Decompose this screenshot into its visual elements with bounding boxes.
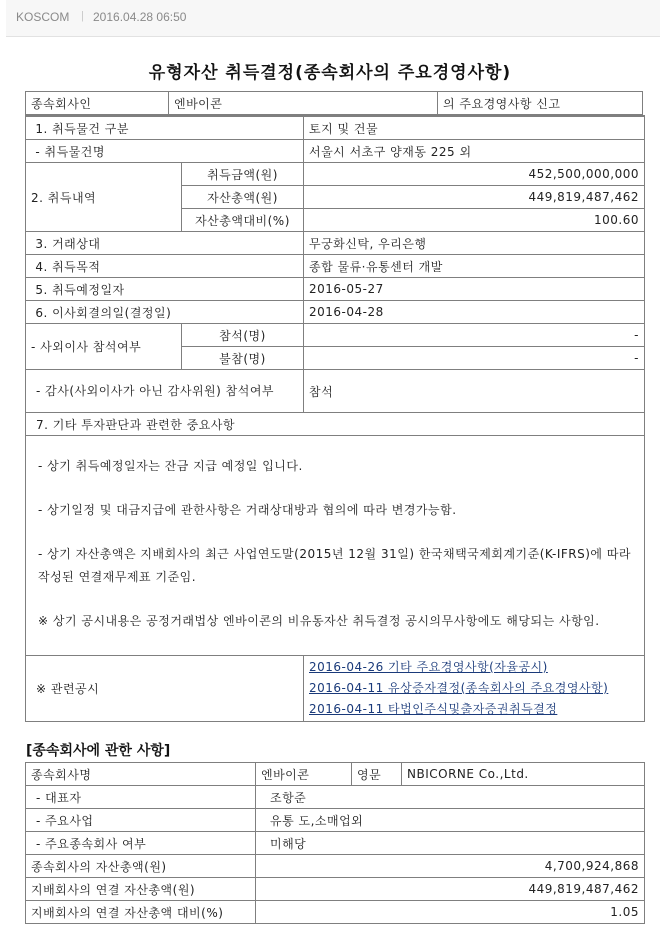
- table-row: [26, 855, 645, 878]
- row-label: 지배회사의 연결 자산총액(원): [26, 878, 256, 901]
- note-item: - 상기 취득예정일자는 잔금 지급 예정일 입니다.: [38, 459, 303, 473]
- table-row: [26, 301, 645, 324]
- row-value: 조항준: [256, 786, 645, 809]
- table-row: [26, 278, 645, 301]
- row-label: - 주요종속회사 여부: [26, 832, 256, 855]
- row-value: 452,500,000,000: [304, 163, 645, 186]
- row-label: 1. 취득물건 구분: [26, 116, 304, 140]
- row-label: 3. 거래상대: [26, 232, 304, 255]
- table-row: [26, 324, 645, 347]
- table-row: [26, 901, 645, 924]
- table-row: [26, 370, 645, 413]
- subsidiary-label: 종속회사인: [26, 92, 169, 115]
- english-value: NBICORNE Co.,Ltd.: [402, 763, 645, 786]
- row-value: 1.05: [256, 901, 645, 924]
- sub-label: 참석(명): [182, 324, 304, 347]
- table-row: [26, 413, 645, 436]
- row-value: 449,819,487,462: [256, 878, 645, 901]
- related-label: ※ 관련공시: [26, 656, 304, 722]
- top-bar: [6, 0, 660, 37]
- notes-cell: [26, 436, 645, 656]
- note-item: - 상기 자산총액은 지배회사의 최근 사업연도말(2015년 12월 31일) 한국채택국제회계기준(K-IFRS)에 따라 작성된 연결재무제표 기준임.: [38, 547, 632, 584]
- row-label: 종속회사의 자산총액(원): [26, 855, 256, 878]
- table-row: [26, 878, 645, 901]
- row-label: 2. 취득내역: [26, 163, 182, 232]
- row-value: -: [304, 324, 645, 347]
- row-label: - 대표자: [26, 786, 256, 809]
- row-label: - 주요사업: [26, 809, 256, 832]
- row-value: 2016-04-28: [304, 301, 645, 324]
- row-value: 종합 물류·유통센터 개발: [304, 255, 645, 278]
- table-row: [26, 116, 645, 140]
- row-value: 서울시 서초구 양재동 225 외: [304, 140, 645, 163]
- row-value: 449,819,487,462: [304, 186, 645, 209]
- subsidiary-company: 엔바이콘: [169, 92, 438, 115]
- subsidiary-header-table: [25, 91, 643, 115]
- related-link[interactable]: 2016-04-11 타법인주식및출자증권취득결정: [309, 702, 558, 716]
- sub-label: 자산총액(원): [182, 186, 304, 209]
- row-value: -: [304, 347, 645, 370]
- related-links: [304, 656, 645, 722]
- related-link[interactable]: 2016-04-11 유상증자결정(종속회사의 주요경영사항): [309, 681, 609, 695]
- row-label: - 감사(사외이사가 아닌 감사위원) 참석여부: [26, 370, 304, 413]
- table-row: [26, 809, 645, 832]
- row-value: 유통 도,소매업외: [256, 809, 645, 832]
- notes-row: [26, 436, 645, 656]
- row-label: 5. 취득예정일자: [26, 278, 304, 301]
- table-row: [26, 140, 645, 163]
- note-item: - 상기일정 및 대금지급에 관한사항은 거래상대방과 협의에 따라 변경가능함.: [38, 503, 457, 517]
- row-label: 지배회사의 연결 자산총액 대비(%): [26, 901, 256, 924]
- table-row: [26, 786, 645, 809]
- row-label: - 취득물건명: [26, 140, 304, 163]
- sub-label: 불참(명): [182, 347, 304, 370]
- row-value: 4,700,924,868: [256, 855, 645, 878]
- row-value: 참석: [304, 370, 645, 413]
- row-value: 100.60: [304, 209, 645, 232]
- table-row: [26, 255, 645, 278]
- subsidiary-suffix: 의 주요경영사항 신고: [438, 92, 643, 115]
- table-row: [26, 763, 645, 786]
- document-title: 유형자산 취득결정(종속회사의 주요경영사항): [148, 63, 512, 83]
- sub-label: 자산총액대비(%): [182, 209, 304, 232]
- row-value: 토지 및 건물: [304, 116, 645, 140]
- row-label: 6. 이사회결의일(결정일): [26, 301, 304, 324]
- sub-label: 취득금액(원): [182, 163, 304, 186]
- row-value: 엔바이콘: [256, 763, 352, 786]
- source-label: KOSCOM: [16, 10, 70, 24]
- related-link[interactable]: 2016-04-26 기타 주요경영사항(자율공시): [309, 660, 548, 674]
- english-label: 영문: [352, 763, 402, 786]
- table-row: [26, 232, 645, 255]
- row-label: 종속회사명: [26, 763, 256, 786]
- row-value: 2016-05-27: [304, 278, 645, 301]
- related-row: [26, 656, 645, 722]
- timestamp: 2016.04.28 06:50: [93, 10, 187, 24]
- section-heading: [종속회사에 관한 사항]: [26, 743, 171, 759]
- disclosure-table: [25, 115, 645, 722]
- row-label: 7. 기타 투자판단과 관련한 중요사항: [26, 413, 645, 436]
- row-label: 4. 취득목적: [26, 255, 304, 278]
- separator: |: [81, 10, 84, 22]
- note-item: ※ 상기 공시내용은 공정거래법상 엔바이콘의 비유동자산 취득결정 공시의무사항에도 해당되는 사항임.: [38, 614, 600, 628]
- table-row: [26, 163, 645, 186]
- row-label: - 사외이사 참석여부: [26, 324, 182, 370]
- table-row: [26, 832, 645, 855]
- subsidiary-table: [25, 762, 645, 924]
- row-value: 무궁화신탁, 우리은행: [304, 232, 645, 255]
- row-value: 미해당: [256, 832, 645, 855]
